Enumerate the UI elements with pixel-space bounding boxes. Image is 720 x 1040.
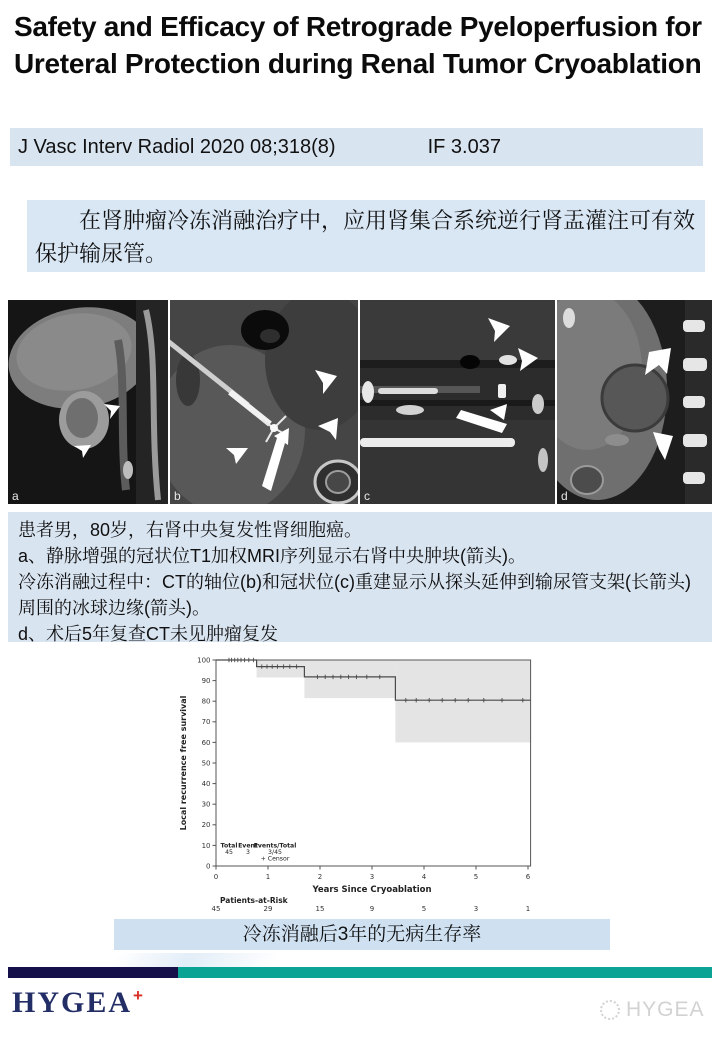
figure-panel-d [557, 300, 712, 504]
svg-text:5: 5 [421, 905, 427, 913]
hygea-watermark-text: HYGEA [626, 998, 705, 1021]
svg-text:0: 0 [206, 862, 211, 871]
svg-text:1: 1 [525, 905, 531, 913]
svg-text:1: 1 [265, 873, 271, 881]
svg-text:3: 3 [246, 849, 250, 857]
journal-citation: J Vasc Interv Radiol 2020 08;318(8) [18, 135, 336, 158]
svg-text:29: 29 [263, 905, 273, 913]
svg-text:Event: Event [238, 842, 258, 850]
svg-text:4: 4 [421, 873, 427, 881]
abstract-text: 在肾肿瘤冷冻消融治疗中，应用肾集合系统逆行肾盂灌注可有效保护输尿管。 [35, 208, 696, 266]
figure-panel-b [170, 300, 358, 504]
svg-text:3: 3 [473, 905, 479, 913]
ct-followup-image [557, 300, 712, 504]
svg-text:70: 70 [201, 718, 211, 727]
kaplan-meier-chart [176, 650, 544, 918]
svg-text:80: 80 [201, 697, 211, 706]
chart-caption-bar: 冷冻消融后3年的无病生存率 [114, 919, 610, 950]
svg-text:3: 3 [369, 873, 375, 881]
svg-text:5: 5 [473, 873, 479, 881]
svg-text:+ Censor: + Censor [260, 855, 290, 863]
svg-text:Patients-at-Risk: Patients-at-Risk [220, 896, 288, 905]
svg-text:Total: Total [220, 842, 238, 850]
page-title: Safety and Efficacy of Retrograde Pyeloperfusion for Ureteral Protection during Renal Tumor Cryoablation [14, 11, 702, 79]
svg-text:15: 15 [315, 905, 325, 913]
footer-bar-navy [8, 967, 178, 978]
footer-decorative-sheen [111, 953, 279, 967]
footer-bar-teal [178, 967, 712, 978]
figure-panel-a [8, 300, 168, 504]
svg-text:3/45: 3/45 [268, 849, 282, 857]
figure-caption-line: a、静脉增强的冠状位T1加权MRI序列显示右肾中央肿块(箭头)。 [18, 546, 526, 566]
ct-coronal-image [360, 300, 555, 504]
panel-label: a [12, 489, 19, 503]
mri-coronal-image [8, 300, 168, 504]
svg-text:50: 50 [201, 759, 211, 768]
svg-text:90: 90 [201, 677, 211, 685]
impact-factor: IF 3.037 [427, 135, 501, 158]
svg-text:40: 40 [201, 780, 211, 788]
abstract-summary-block [27, 200, 705, 272]
figure-strip [8, 300, 712, 504]
svg-text:Years Since Cryoablation: Years Since Cryoablation [312, 885, 432, 895]
hygea-watermark-logo-icon [600, 1000, 620, 1020]
svg-text:Local recurrence free survival: Local recurrence free survival [179, 695, 188, 831]
svg-text:Events/Total: Events/Total [253, 842, 297, 850]
hygea-logo [12, 986, 143, 1020]
svg-text:9: 9 [369, 905, 375, 913]
svg-text:100: 100 [197, 656, 211, 665]
journal-citation-bar [10, 128, 703, 166]
panel-label: d [561, 489, 568, 503]
figure-caption-line: 冷冻消融过程中：CT的轴位(b)和冠状位(c)重建显示从探头延伸到输尿管支架(长箭头)周围的冰球边缘(箭头)。 [18, 572, 691, 618]
svg-text:2: 2 [317, 873, 323, 881]
hygea-logo-cross-icon: + [133, 986, 143, 1005]
svg-text:30: 30 [201, 800, 211, 809]
hygea-watermark [600, 998, 705, 1022]
svg-text:10: 10 [201, 841, 211, 850]
hygea-logo-text: HYGEA [12, 986, 133, 1019]
figure-caption-line: 患者男，80岁，右肾中央复发性肾细胞癌。 [18, 520, 363, 540]
svg-text:45: 45 [225, 849, 233, 857]
panel-label: c [364, 489, 370, 503]
svg-text:45: 45 [211, 905, 221, 913]
panel-label: b [174, 489, 181, 503]
figure-panel-c [360, 300, 555, 504]
ct-axial-image [170, 300, 358, 504]
figure-caption-block [8, 512, 712, 642]
svg-text:6: 6 [525, 873, 531, 881]
figure-caption-line: d、术后5年复查CT未见肿瘤复发 [18, 624, 279, 644]
svg-text:0: 0 [213, 873, 219, 881]
kaplan-meier-svg [176, 650, 544, 918]
svg-text:20: 20 [201, 821, 211, 830]
svg-text:60: 60 [201, 738, 211, 747]
